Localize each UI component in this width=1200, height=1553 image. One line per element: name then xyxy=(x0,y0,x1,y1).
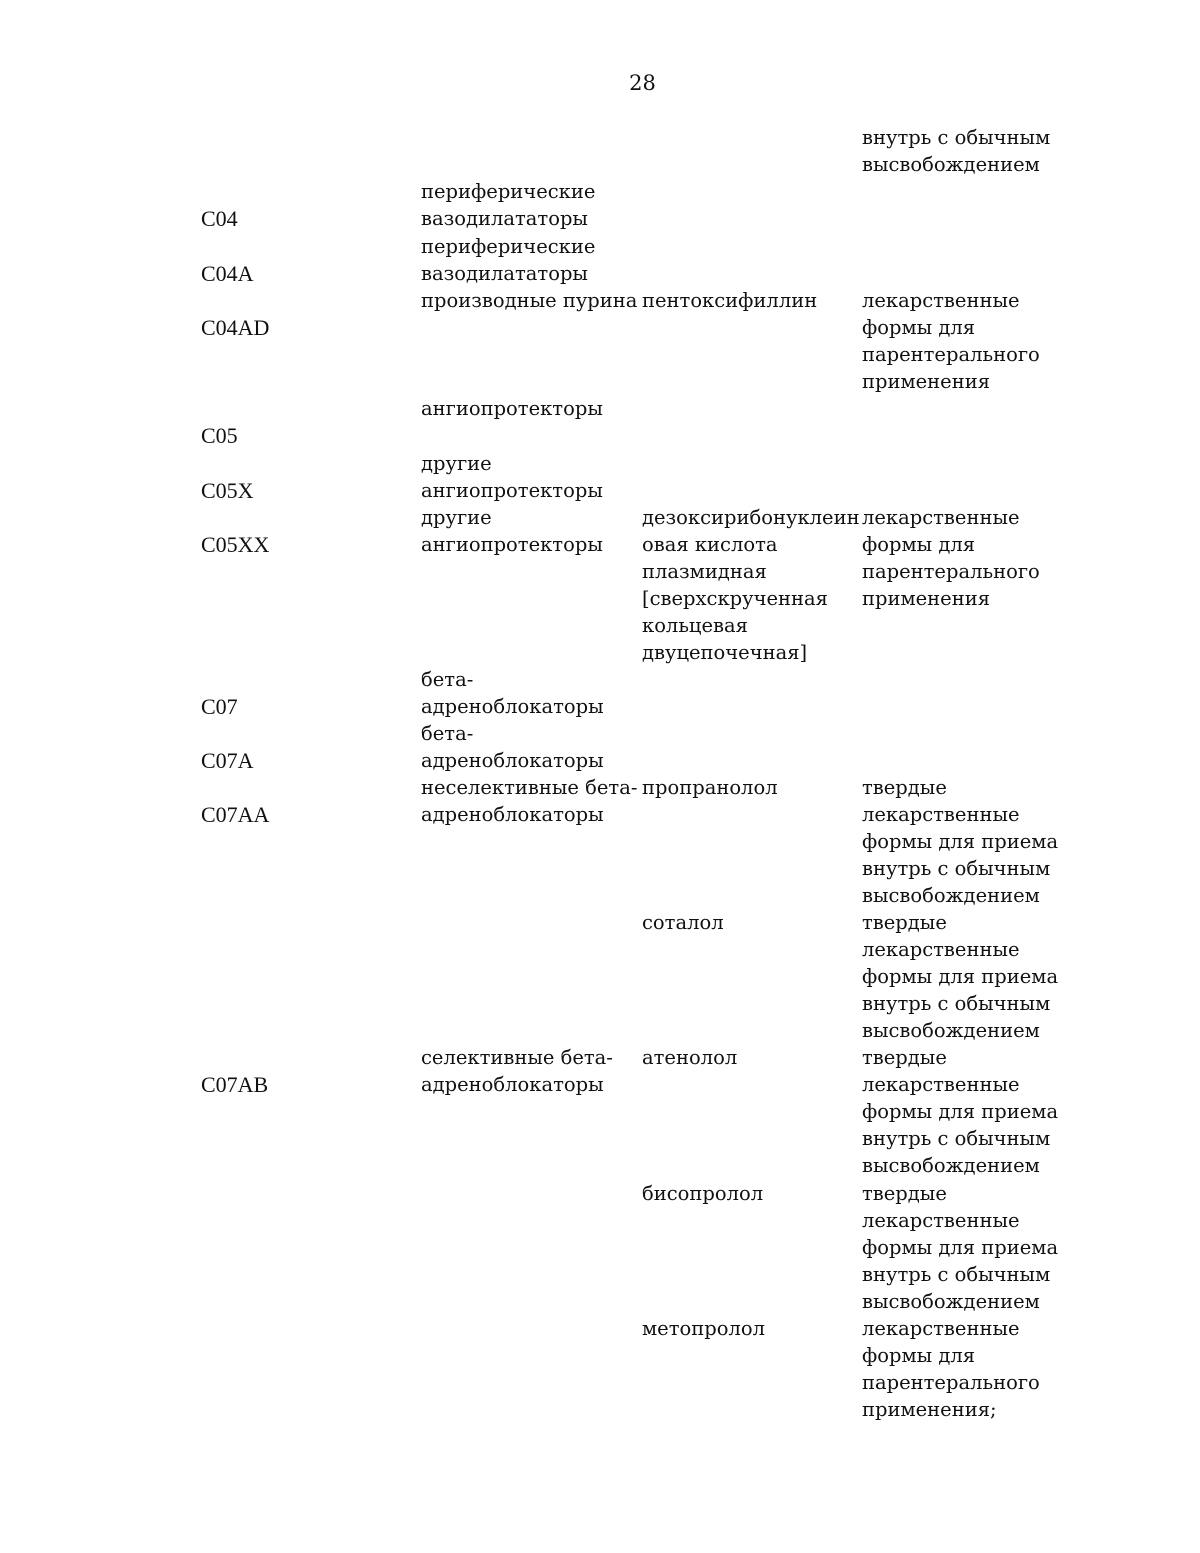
atc-code: C05XX xyxy=(201,532,270,557)
atc-code: C04A xyxy=(201,261,254,286)
group-name: периферические вазодилататоры xyxy=(421,180,596,230)
atc-code: C04AD xyxy=(201,315,270,340)
dosage-form: лекарственные формы для парентерального применения; xyxy=(862,1317,1040,1421)
dosage-form: лекарственные формы для парентерального применения xyxy=(862,506,1040,610)
drug-name: дезоксирибонуклеин овая кислота плазмидная [сверхскрученная кольцевая двуцепочечная] xyxy=(642,506,860,664)
group-name: производные пурина xyxy=(421,289,638,312)
group-name: периферические вазодилататоры xyxy=(421,235,596,285)
dosage-form-continued: внутрь с обычным высвобождением xyxy=(862,126,1051,176)
dosage-form: твердые лекарственные формы для приема внутрь с обычным высвобождением xyxy=(862,911,1059,1042)
drug-name: бисопролол xyxy=(642,1182,764,1205)
drug-name: соталол xyxy=(642,911,724,934)
dosage-form: лекарственные формы для парентерального применения xyxy=(862,289,1040,393)
group-name: другие ангиопротекторы xyxy=(421,452,603,502)
group-name: бета- адреноблокаторы xyxy=(421,722,604,772)
drug-name: пропранолол xyxy=(642,776,778,799)
atc-code: C07AA xyxy=(201,802,270,827)
dosage-form: твердые лекарственные формы для приема внутрь с обычным высвобождением xyxy=(862,1046,1059,1177)
group-name: другие ангиопротекторы xyxy=(421,506,603,556)
group-name: ангиопротекторы xyxy=(421,397,603,420)
atc-code: C05 xyxy=(201,423,238,448)
atc-code: C07A xyxy=(201,748,254,773)
group-name: селективные бета- адреноблокаторы xyxy=(421,1046,613,1096)
atc-code: C05X xyxy=(201,478,254,503)
page-number: 28 xyxy=(629,71,656,95)
dosage-form: твердые лекарственные формы для приема внутрь с обычным высвобождением xyxy=(862,776,1059,907)
atc-code: C07 xyxy=(201,694,238,719)
drug-name: атенолол xyxy=(642,1046,738,1069)
atc-code: C07AB xyxy=(201,1072,269,1097)
group-name: неселективные бета- адреноблокаторы xyxy=(421,776,638,826)
atc-code: C04 xyxy=(201,206,238,231)
dosage-form: твердые лекарственные формы для приема внутрь с обычным высвобождением xyxy=(862,1182,1059,1313)
drug-name: пентоксифиллин xyxy=(642,289,818,312)
group-name: бета- адреноблокаторы xyxy=(421,668,604,718)
drug-name: метопролол xyxy=(642,1317,765,1340)
